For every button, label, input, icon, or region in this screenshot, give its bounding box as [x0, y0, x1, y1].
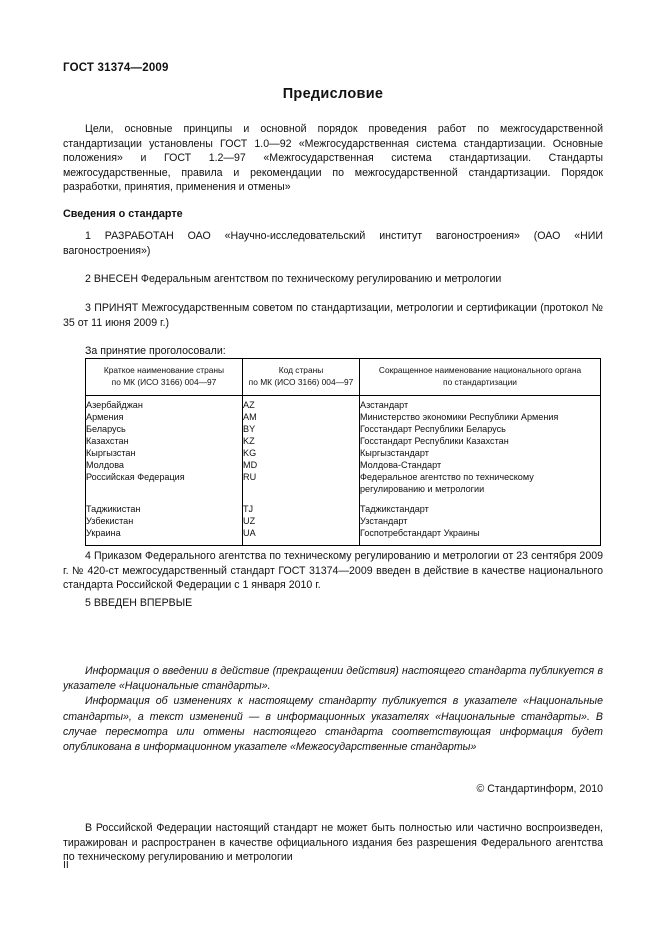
final-notice-wrap	[63, 821, 603, 865]
standard-info-heading: Сведения о стандарте	[63, 208, 183, 220]
vote-caption: За принятие проголосовали:	[85, 345, 226, 357]
column-header-country-code: Код страны по МК (ИСО 3166) 004—97	[243, 359, 360, 396]
cell-country-names-group-1	[86, 396, 243, 501]
countries-table-body	[86, 396, 601, 546]
country-names-list-1: Азербайджан Армения Беларусь Казахстан Кыргызстан Молдова Российская Федерация	[86, 400, 185, 482]
standard-info-item-5-wrap	[63, 596, 603, 611]
country-codes-list-1: AZ AM BY KZ KG MD RU	[243, 400, 258, 482]
standard-info-item-1: 1 РАЗРАБОТАН ОАО «Научно-исследовательский институт вагоностроения» (ОАО «НИИ вагоностроения»)	[63, 230, 603, 257]
standard-info-item-2: 2 ВНЕСЕН Федеральным агентством по техническому регулированию и метрологии	[85, 273, 502, 285]
standard-info-item-4: 4 Приказом Федерального агентства по техническому регулированию и метрологии от 23 сентября 2009 г. № 420-ст межгосударственный стандарт ГОСТ 31374—2009 введен в действие в качестве национального стандарта Российской Федерации с 1 января 2010 г.	[63, 550, 603, 592]
copyright-line: © Стандартинформ, 2010	[476, 783, 603, 795]
cell-organizations-group-2	[360, 500, 601, 545]
table-header-row	[86, 359, 601, 396]
final-notice-paragraph: В Российской Федерации настоящий стандарт не может быть полностью или частично воспроизведен, тиражирован и распространен в качестве официального издания без разрешения Федерального агентства по техническому регулированию и метрологии	[63, 822, 603, 864]
notice-paragraph-2: Информация об изменениях к настоящему стандарту публикуется в указателе «Национальные стандарты», а текст изменений — в информационных указателях «Национальные стандарты». В случае пересмотра или отмены настоящего стандарта соответствующая информация будет опубликована в информационном указателе «Межгосударственные стандарты»	[63, 695, 603, 754]
standard-info-item-3-wrap	[63, 301, 603, 330]
standard-info-item-5: 5 ВВЕДЕН ВПЕРВЫЕ	[85, 597, 193, 609]
standard-info-item-4-wrap	[63, 549, 603, 593]
vote-caption-wrap	[63, 344, 603, 359]
document-standard-code: ГОСТ 31374—2009	[63, 62, 169, 74]
cell-country-codes-group-2	[243, 500, 360, 545]
column-header-organization: Сокращенное наименование национального органа по стандартизации	[360, 359, 601, 396]
intro-section	[63, 122, 603, 195]
table-row	[86, 396, 601, 501]
notices-section	[63, 664, 603, 755]
cell-country-codes-group-1	[243, 396, 360, 501]
country-codes-list-2: TJ UZ UA	[243, 504, 256, 539]
organizations-list-1: Азстандарт Министерство экономики Республики Армения Госстандарт Республики Беларусь Госстандарт Республики Казахстан Кыргызстандарт Молдова-Стандарт Федеральное агентство по техническому регулированию и метрологии	[360, 400, 559, 494]
cell-organizations-group-1	[360, 396, 601, 501]
page-number: II	[63, 860, 69, 871]
column-header-country-name: Краткое наименование страны по МК (ИСО 3166) 004—97	[86, 359, 243, 396]
standard-info-item-2-wrap	[63, 272, 603, 287]
standard-info-item-1-wrap	[63, 229, 603, 258]
intro-paragraph: Цели, основные принципы и основной порядок проведения работ по межгосударственной стандартизации установлены ГОСТ 1.0—92 «Межгосударственная система стандартизации. Основные положения» и ГОСТ 1.2—97 «Межгосударственная система стандартизации. Стандарты межгосударственные, правила и рекомендации по межгосударственной стандартизации. Порядок разработки, принятия, применения и отмены»	[63, 123, 603, 194]
page-title: Предисловие	[282, 86, 384, 102]
standard-info-heading-wrap	[63, 208, 603, 220]
countries-table-head	[86, 359, 601, 396]
countries-table	[85, 358, 601, 546]
standard-info-item-3: 3 ПРИНЯТ Межгосударственным советом по стандартизации, метрологии и сертификации (протокол № 35 от 11 июня 2009 г.)	[63, 302, 603, 329]
organizations-list-2: Таджикстандарт Узстандарт Госпотребстандарт Украины	[360, 504, 480, 539]
copyright-wrap	[63, 783, 603, 795]
countries-table-wrap	[63, 358, 603, 546]
country-names-list-2: Таджикистан Узбекистан Украина	[86, 504, 141, 539]
notice-paragraph-1: Информация о введении в действие (прекращении действия) настоящего стандарта публикуется в указателе «Национальные стандарты».	[63, 665, 603, 693]
cell-country-names-group-2	[86, 500, 243, 545]
table-row	[86, 500, 601, 545]
